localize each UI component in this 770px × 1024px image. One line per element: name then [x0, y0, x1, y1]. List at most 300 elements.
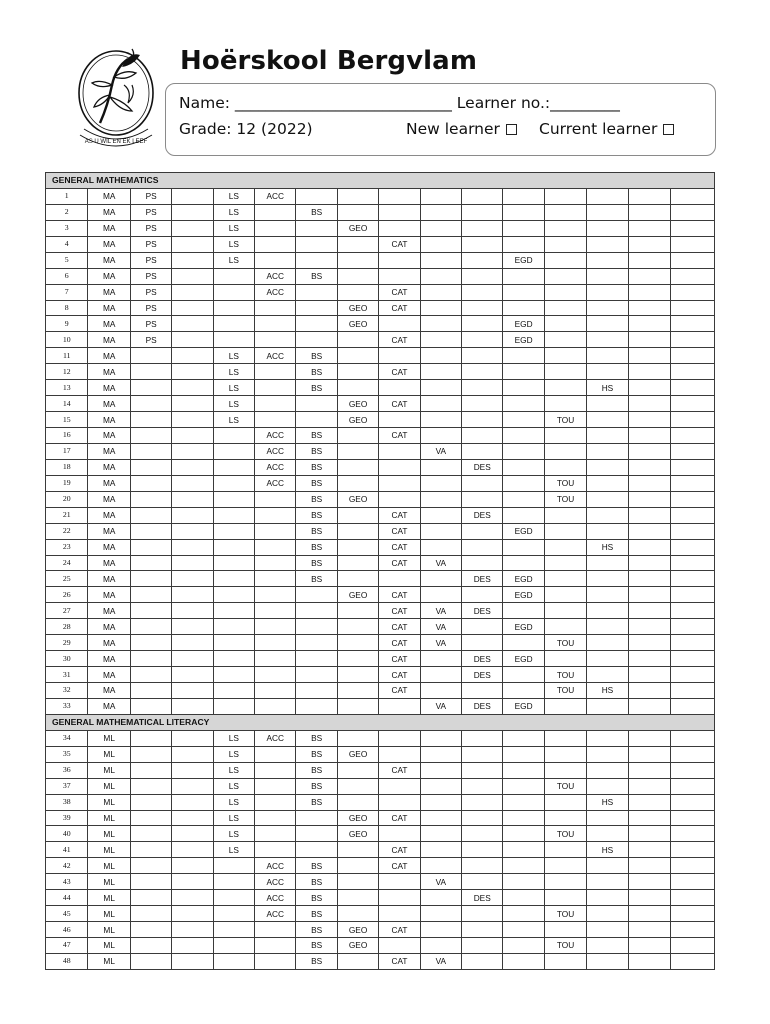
empty-cell[interactable]	[213, 284, 254, 300]
empty-cell[interactable]	[587, 906, 628, 922]
subject-cell[interactable]: MA	[88, 316, 130, 332]
subject-cell[interactable]: MA	[88, 428, 130, 444]
empty-cell[interactable]	[296, 635, 337, 651]
empty-cell[interactable]	[130, 603, 171, 619]
empty-cell[interactable]	[172, 858, 213, 874]
empty-cell[interactable]	[628, 284, 670, 300]
empty-cell[interactable]	[462, 475, 503, 491]
empty-cell[interactable]	[255, 220, 296, 236]
empty-cell[interactable]	[462, 348, 503, 364]
subject-cell[interactable]: ML	[88, 794, 130, 810]
empty-cell[interactable]	[503, 459, 544, 475]
empty-cell[interactable]	[172, 316, 213, 332]
empty-cell[interactable]	[255, 698, 296, 714]
subject-cell[interactable]: BS	[296, 475, 337, 491]
empty-cell[interactable]	[420, 412, 461, 428]
empty-cell[interactable]	[544, 204, 586, 220]
empty-cell[interactable]	[671, 316, 715, 332]
subject-cell[interactable]: ACC	[255, 188, 296, 204]
empty-cell[interactable]	[255, 603, 296, 619]
empty-cell[interactable]	[296, 842, 337, 858]
empty-cell[interactable]	[671, 953, 715, 969]
empty-cell[interactable]	[462, 539, 503, 555]
empty-cell[interactable]	[337, 236, 378, 252]
empty-cell[interactable]	[296, 252, 337, 268]
subject-cell[interactable]: MA	[88, 348, 130, 364]
subject-cell[interactable]: BS	[296, 348, 337, 364]
empty-cell[interactable]	[628, 364, 670, 380]
empty-cell[interactable]	[628, 332, 670, 348]
empty-cell[interactable]	[544, 587, 586, 603]
empty-cell[interactable]	[671, 380, 715, 396]
empty-cell[interactable]	[587, 204, 628, 220]
subject-cell[interactable]: MA	[88, 268, 130, 284]
empty-cell[interactable]	[503, 874, 544, 890]
empty-cell[interactable]	[503, 842, 544, 858]
empty-cell[interactable]	[130, 619, 171, 635]
subject-cell[interactable]: CAT	[379, 555, 420, 571]
empty-cell[interactable]	[130, 938, 171, 954]
subject-cell[interactable]: MA	[88, 683, 130, 699]
empty-cell[interactable]	[172, 746, 213, 762]
empty-cell[interactable]	[628, 555, 670, 571]
empty-cell[interactable]	[337, 284, 378, 300]
empty-cell[interactable]	[671, 619, 715, 635]
empty-cell[interactable]	[337, 762, 378, 778]
empty-cell[interactable]	[420, 906, 461, 922]
subject-cell[interactable]: ACC	[255, 284, 296, 300]
empty-cell[interactable]	[628, 507, 670, 523]
subject-cell[interactable]: CAT	[379, 539, 420, 555]
empty-cell[interactable]	[671, 922, 715, 938]
subject-cell[interactable]: MA	[88, 204, 130, 220]
subject-cell[interactable]: MA	[88, 459, 130, 475]
empty-cell[interactable]	[172, 938, 213, 954]
empty-cell[interactable]	[420, 188, 461, 204]
empty-cell[interactable]	[213, 698, 254, 714]
empty-cell[interactable]	[544, 539, 586, 555]
empty-cell[interactable]	[671, 412, 715, 428]
empty-cell[interactable]	[628, 922, 670, 938]
subject-cell[interactable]: HS	[587, 794, 628, 810]
empty-cell[interactable]	[337, 683, 378, 699]
subject-cell[interactable]: LS	[213, 794, 254, 810]
empty-cell[interactable]	[462, 683, 503, 699]
empty-cell[interactable]	[544, 698, 586, 714]
empty-cell[interactable]	[337, 667, 378, 683]
empty-cell[interactable]	[172, 571, 213, 587]
empty-cell[interactable]	[130, 491, 171, 507]
empty-cell[interactable]	[172, 842, 213, 858]
empty-cell[interactable]	[337, 778, 378, 794]
subject-cell[interactable]: VA	[420, 555, 461, 571]
empty-cell[interactable]	[544, 730, 586, 746]
empty-cell[interactable]	[379, 220, 420, 236]
empty-cell[interactable]	[130, 555, 171, 571]
empty-cell[interactable]	[462, 874, 503, 890]
empty-cell[interactable]	[379, 204, 420, 220]
empty-cell[interactable]	[255, 635, 296, 651]
empty-cell[interactable]	[587, 316, 628, 332]
empty-cell[interactable]	[544, 396, 586, 412]
empty-cell[interactable]	[671, 300, 715, 316]
empty-cell[interactable]	[130, 794, 171, 810]
subject-cell[interactable]: GEO	[337, 922, 378, 938]
empty-cell[interactable]	[255, 364, 296, 380]
empty-cell[interactable]	[130, 587, 171, 603]
empty-cell[interactable]	[296, 587, 337, 603]
empty-cell[interactable]	[130, 683, 171, 699]
empty-cell[interactable]	[671, 443, 715, 459]
empty-cell[interactable]	[503, 826, 544, 842]
subject-cell[interactable]: GEO	[337, 220, 378, 236]
empty-cell[interactable]	[462, 953, 503, 969]
empty-cell[interactable]	[462, 300, 503, 316]
empty-cell[interactable]	[420, 491, 461, 507]
empty-cell[interactable]	[255, 204, 296, 220]
empty-cell[interactable]	[420, 667, 461, 683]
empty-cell[interactable]	[255, 412, 296, 428]
empty-cell[interactable]	[420, 762, 461, 778]
subject-cell[interactable]: ML	[88, 922, 130, 938]
empty-cell[interactable]	[379, 443, 420, 459]
empty-cell[interactable]	[213, 922, 254, 938]
empty-cell[interactable]	[337, 619, 378, 635]
empty-cell[interactable]	[420, 252, 461, 268]
empty-cell[interactable]	[628, 762, 670, 778]
empty-cell[interactable]	[172, 475, 213, 491]
empty-cell[interactable]	[172, 459, 213, 475]
subject-cell[interactable]: GEO	[337, 746, 378, 762]
empty-cell[interactable]	[213, 571, 254, 587]
empty-cell[interactable]	[255, 300, 296, 316]
empty-cell[interactable]	[671, 555, 715, 571]
subject-cell[interactable]: ACC	[255, 475, 296, 491]
empty-cell[interactable]	[628, 380, 670, 396]
subject-cell[interactable]: EGD	[503, 651, 544, 667]
empty-cell[interactable]	[587, 475, 628, 491]
empty-cell[interactable]	[587, 587, 628, 603]
empty-cell[interactable]	[420, 938, 461, 954]
empty-cell[interactable]	[628, 348, 670, 364]
empty-cell[interactable]	[587, 459, 628, 475]
empty-cell[interactable]	[255, 539, 296, 555]
empty-cell[interactable]	[671, 842, 715, 858]
empty-cell[interactable]	[503, 890, 544, 906]
empty-cell[interactable]	[255, 938, 296, 954]
empty-cell[interactable]	[213, 938, 254, 954]
empty-cell[interactable]	[130, 651, 171, 667]
subject-cell[interactable]: LS	[213, 236, 254, 252]
empty-cell[interactable]	[503, 204, 544, 220]
empty-cell[interactable]	[255, 380, 296, 396]
empty-cell[interactable]	[130, 762, 171, 778]
empty-cell[interactable]	[213, 443, 254, 459]
empty-cell[interactable]	[337, 842, 378, 858]
empty-cell[interactable]	[544, 268, 586, 284]
subject-cell[interactable]: ACC	[255, 890, 296, 906]
empty-cell[interactable]	[671, 778, 715, 794]
subject-cell[interactable]: VA	[420, 635, 461, 651]
subject-cell[interactable]: VA	[420, 953, 461, 969]
subject-cell[interactable]: LS	[213, 380, 254, 396]
subject-cell[interactable]: LS	[213, 778, 254, 794]
empty-cell[interactable]	[130, 507, 171, 523]
empty-cell[interactable]	[172, 396, 213, 412]
empty-cell[interactable]	[213, 539, 254, 555]
subject-cell[interactable]: ML	[88, 906, 130, 922]
subject-cell[interactable]: GEO	[337, 938, 378, 954]
empty-cell[interactable]	[587, 284, 628, 300]
subject-cell[interactable]: MA	[88, 188, 130, 204]
empty-cell[interactable]	[255, 746, 296, 762]
subject-cell[interactable]: EGD	[503, 698, 544, 714]
empty-cell[interactable]	[255, 507, 296, 523]
empty-cell[interactable]	[628, 475, 670, 491]
subject-cell[interactable]: CAT	[379, 810, 420, 826]
empty-cell[interactable]	[503, 778, 544, 794]
subject-cell[interactable]: GEO	[337, 300, 378, 316]
subject-cell[interactable]: GEO	[337, 810, 378, 826]
empty-cell[interactable]	[503, 491, 544, 507]
empty-cell[interactable]	[213, 316, 254, 332]
empty-cell[interactable]	[628, 858, 670, 874]
empty-cell[interactable]	[130, 380, 171, 396]
subject-cell[interactable]: CAT	[379, 523, 420, 539]
empty-cell[interactable]	[172, 635, 213, 651]
empty-cell[interactable]	[130, 348, 171, 364]
empty-cell[interactable]	[462, 746, 503, 762]
empty-cell[interactable]	[130, 396, 171, 412]
empty-cell[interactable]	[628, 826, 670, 842]
empty-cell[interactable]	[671, 236, 715, 252]
empty-cell[interactable]	[172, 651, 213, 667]
empty-cell[interactable]	[671, 890, 715, 906]
empty-cell[interactable]	[379, 188, 420, 204]
subject-cell[interactable]: BS	[296, 730, 337, 746]
empty-cell[interactable]	[130, 443, 171, 459]
empty-cell[interactable]	[544, 252, 586, 268]
empty-cell[interactable]	[462, 428, 503, 444]
empty-cell[interactable]	[172, 874, 213, 890]
empty-cell[interactable]	[172, 603, 213, 619]
empty-cell[interactable]	[213, 874, 254, 890]
empty-cell[interactable]	[172, 348, 213, 364]
empty-cell[interactable]	[172, 810, 213, 826]
subject-cell[interactable]: CAT	[379, 762, 420, 778]
empty-cell[interactable]	[628, 220, 670, 236]
subject-cell[interactable]: ACC	[255, 730, 296, 746]
subject-cell[interactable]: EGD	[503, 619, 544, 635]
empty-cell[interactable]	[337, 953, 378, 969]
empty-cell[interactable]	[337, 475, 378, 491]
subject-cell[interactable]: ML	[88, 826, 130, 842]
empty-cell[interactable]	[587, 412, 628, 428]
subject-cell[interactable]: MA	[88, 667, 130, 683]
subject-cell[interactable]: CAT	[379, 683, 420, 699]
empty-cell[interactable]	[296, 619, 337, 635]
empty-cell[interactable]	[337, 603, 378, 619]
subject-cell[interactable]: LS	[213, 730, 254, 746]
empty-cell[interactable]	[130, 778, 171, 794]
empty-cell[interactable]	[503, 348, 544, 364]
empty-cell[interactable]	[337, 571, 378, 587]
subject-cell[interactable]: MA	[88, 443, 130, 459]
empty-cell[interactable]	[337, 459, 378, 475]
empty-cell[interactable]	[462, 268, 503, 284]
empty-cell[interactable]	[671, 475, 715, 491]
empty-cell[interactable]	[379, 491, 420, 507]
subject-cell[interactable]: BS	[296, 953, 337, 969]
empty-cell[interactable]	[628, 587, 670, 603]
subject-cell[interactable]: MA	[88, 539, 130, 555]
empty-cell[interactable]	[587, 491, 628, 507]
empty-cell[interactable]	[420, 890, 461, 906]
subject-cell[interactable]: LS	[213, 252, 254, 268]
subject-cell[interactable]: DES	[462, 667, 503, 683]
empty-cell[interactable]	[587, 603, 628, 619]
empty-cell[interactable]	[420, 364, 461, 380]
subject-cell[interactable]: VA	[420, 874, 461, 890]
empty-cell[interactable]	[379, 938, 420, 954]
empty-cell[interactable]	[503, 188, 544, 204]
empty-cell[interactable]	[587, 252, 628, 268]
empty-cell[interactable]	[462, 826, 503, 842]
subject-cell[interactable]: BS	[296, 906, 337, 922]
subject-cell[interactable]: BS	[296, 380, 337, 396]
subject-cell[interactable]: MA	[88, 587, 130, 603]
subject-cell[interactable]: PS	[130, 220, 171, 236]
subject-cell[interactable]: MA	[88, 236, 130, 252]
subject-cell[interactable]: EGD	[503, 252, 544, 268]
empty-cell[interactable]	[544, 953, 586, 969]
empty-cell[interactable]	[462, 906, 503, 922]
empty-cell[interactable]	[420, 380, 461, 396]
empty-cell[interactable]	[172, 906, 213, 922]
empty-cell[interactable]	[130, 539, 171, 555]
empty-cell[interactable]	[130, 953, 171, 969]
empty-cell[interactable]	[503, 268, 544, 284]
empty-cell[interactable]	[255, 571, 296, 587]
empty-cell[interactable]	[544, 890, 586, 906]
empty-cell[interactable]	[420, 284, 461, 300]
empty-cell[interactable]	[587, 667, 628, 683]
empty-cell[interactable]	[130, 523, 171, 539]
empty-cell[interactable]	[628, 794, 670, 810]
empty-cell[interactable]	[213, 858, 254, 874]
empty-cell[interactable]	[130, 698, 171, 714]
empty-cell[interactable]	[172, 698, 213, 714]
empty-cell[interactable]	[255, 826, 296, 842]
empty-cell[interactable]	[628, 842, 670, 858]
empty-cell[interactable]	[587, 571, 628, 587]
name-learner-no-line[interactable]: Name: ____________________________ Learner no.:_________	[179, 94, 620, 112]
empty-cell[interactable]	[379, 571, 420, 587]
empty-cell[interactable]	[420, 730, 461, 746]
new-learner-checkbox[interactable]	[506, 124, 517, 135]
empty-cell[interactable]	[130, 858, 171, 874]
empty-cell[interactable]	[172, 619, 213, 635]
subject-cell[interactable]: LS	[213, 188, 254, 204]
subject-cell[interactable]: DES	[462, 651, 503, 667]
empty-cell[interactable]	[628, 667, 670, 683]
subject-cell[interactable]: CAT	[379, 428, 420, 444]
subject-cell[interactable]: TOU	[544, 667, 586, 683]
subject-cell[interactable]: LS	[213, 348, 254, 364]
empty-cell[interactable]	[503, 746, 544, 762]
empty-cell[interactable]	[671, 332, 715, 348]
empty-cell[interactable]	[628, 188, 670, 204]
empty-cell[interactable]	[587, 443, 628, 459]
empty-cell[interactable]	[544, 762, 586, 778]
subject-cell[interactable]: PS	[130, 300, 171, 316]
subject-cell[interactable]: BS	[296, 507, 337, 523]
empty-cell[interactable]	[544, 651, 586, 667]
empty-cell[interactable]	[337, 507, 378, 523]
empty-cell[interactable]	[420, 396, 461, 412]
empty-cell[interactable]	[296, 698, 337, 714]
subject-cell[interactable]: BS	[296, 491, 337, 507]
empty-cell[interactable]	[337, 890, 378, 906]
empty-cell[interactable]	[172, 826, 213, 842]
empty-cell[interactable]	[544, 619, 586, 635]
empty-cell[interactable]	[130, 730, 171, 746]
subject-cell[interactable]: BS	[296, 523, 337, 539]
empty-cell[interactable]	[544, 603, 586, 619]
subject-cell[interactable]: TOU	[544, 778, 586, 794]
empty-cell[interactable]	[420, 826, 461, 842]
empty-cell[interactable]	[379, 874, 420, 890]
empty-cell[interactable]	[213, 428, 254, 444]
empty-cell[interactable]	[462, 730, 503, 746]
empty-cell[interactable]	[130, 842, 171, 858]
subject-cell[interactable]: CAT	[379, 603, 420, 619]
empty-cell[interactable]	[296, 826, 337, 842]
subject-cell[interactable]: ML	[88, 890, 130, 906]
empty-cell[interactable]	[296, 651, 337, 667]
subject-cell[interactable]: PS	[130, 188, 171, 204]
empty-cell[interactable]	[462, 922, 503, 938]
subject-cell[interactable]: BS	[296, 938, 337, 954]
empty-cell[interactable]	[462, 635, 503, 651]
empty-cell[interactable]	[130, 364, 171, 380]
empty-cell[interactable]	[420, 459, 461, 475]
empty-cell[interactable]	[587, 396, 628, 412]
empty-cell[interactable]	[503, 475, 544, 491]
subject-cell[interactable]: MA	[88, 475, 130, 491]
subject-cell[interactable]: DES	[462, 459, 503, 475]
empty-cell[interactable]	[503, 364, 544, 380]
empty-cell[interactable]	[503, 412, 544, 428]
empty-cell[interactable]	[296, 316, 337, 332]
empty-cell[interactable]	[337, 204, 378, 220]
empty-cell[interactable]	[503, 396, 544, 412]
empty-cell[interactable]	[587, 523, 628, 539]
empty-cell[interactable]	[172, 428, 213, 444]
empty-cell[interactable]	[671, 635, 715, 651]
empty-cell[interactable]	[379, 906, 420, 922]
empty-cell[interactable]	[544, 523, 586, 539]
current-learner-option[interactable]	[539, 120, 674, 138]
empty-cell[interactable]	[503, 858, 544, 874]
empty-cell[interactable]	[671, 794, 715, 810]
empty-cell[interactable]	[337, 651, 378, 667]
empty-cell[interactable]	[544, 332, 586, 348]
empty-cell[interactable]	[671, 683, 715, 699]
subject-cell[interactable]: DES	[462, 571, 503, 587]
subject-cell[interactable]: ACC	[255, 443, 296, 459]
empty-cell[interactable]	[420, 268, 461, 284]
